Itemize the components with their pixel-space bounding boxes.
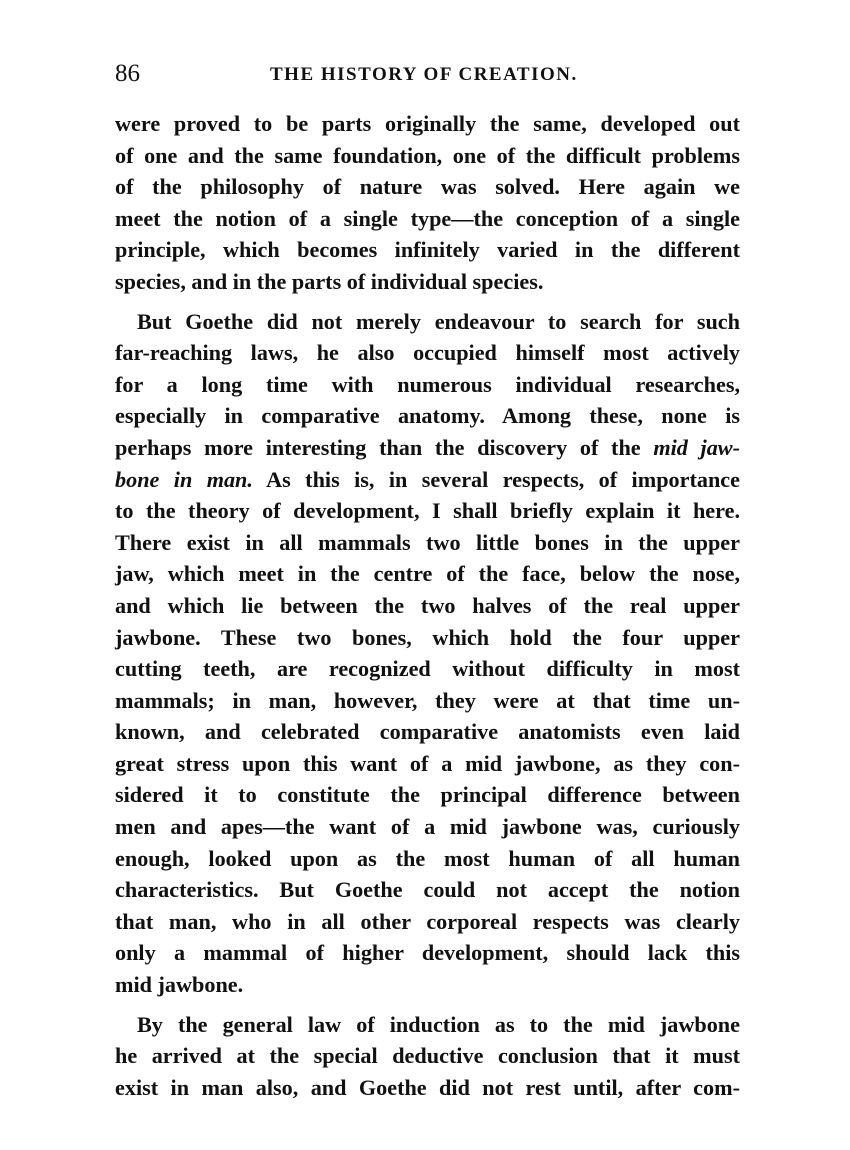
text-line: There exist in all mammals two little bones in the upper (115, 529, 740, 555)
text-line: of the philosophy of nature was solved. Here again we (115, 174, 740, 200)
text-line: By the general law of induction as to the mid jawbone (137, 1011, 740, 1037)
text-line: enough, looked upon as the most human of all human (115, 845, 740, 871)
text-segment: As this is, in several respects, of importance (252, 466, 740, 492)
text-line: were proved to be parts originally the same, developed out (115, 111, 740, 136)
text-line: mammals; in man, however, they were at that time un- (115, 687, 740, 713)
book-page (115, 58, 740, 1111)
text-line: But Goethe did not merely endeavour to search for such (137, 308, 740, 334)
paragraph (115, 306, 740, 1001)
text-line: jawbone. These two bones, which hold the four upper (115, 624, 740, 650)
text-line: great stress upon this want of a mid jawbone, as they con- (115, 750, 740, 776)
text-line: to the theory of development, I shall briefly explain it here. (115, 498, 740, 524)
paragraph (115, 108, 740, 298)
text-line: he arrived at the special deductive conclusion that it must (115, 1043, 740, 1069)
text-line: of one and the same foundation, one of the difficult problems (115, 142, 740, 168)
text-line: sidered it to constitute the principal difference between (115, 782, 740, 808)
page-number: 86 (115, 60, 140, 87)
text-line (115, 464, 740, 496)
text-line: principle, which becomes infinitely varied in the different (115, 237, 740, 263)
text-line: cutting teeth, are recognized without difficulty in most (115, 656, 740, 682)
text-line: characteristics. But Goethe could not accept the notion (115, 877, 740, 903)
italic-term: mid jaw- (653, 434, 740, 460)
text-line: exist in man also, and Goethe did not rest until, after com- (115, 1074, 740, 1100)
text-line: known, and celebrated comparative anatomists even laid (115, 719, 740, 745)
text-segment: perhaps more interesting than the discovery of the (115, 434, 654, 460)
text-line: and which lie between the two halves of the real upper (115, 592, 740, 618)
text-line: especially in comparative anatomy. Among these, none is (115, 403, 740, 429)
text-line: species, and in the parts of individual species. (115, 268, 544, 294)
text-line: only a mammal of higher development, should lack this (115, 940, 740, 966)
paragraph (115, 1009, 740, 1104)
text-line: mid jawbone. (115, 972, 244, 998)
text-line: jaw, which meet in the centre of the face, below the nose, (115, 561, 740, 587)
text-line: for a long time with numerous individual researches, (115, 371, 740, 397)
body-text (115, 108, 740, 1103)
text-line: far-reaching laws, he also occupied himself most actively (115, 340, 740, 366)
italic-term: bone in man. (115, 466, 253, 492)
text-line: that man, who in all other corporeal respects was clearly (115, 908, 740, 934)
running-title: THE HISTORY OF CREATION. (270, 64, 578, 85)
running-head (115, 58, 740, 94)
text-line (115, 432, 740, 464)
text-line: meet the notion of a single type—the conception of a single (115, 205, 740, 231)
text-line: men and apes—the want of a mid jawbone was, curiously (115, 814, 740, 840)
